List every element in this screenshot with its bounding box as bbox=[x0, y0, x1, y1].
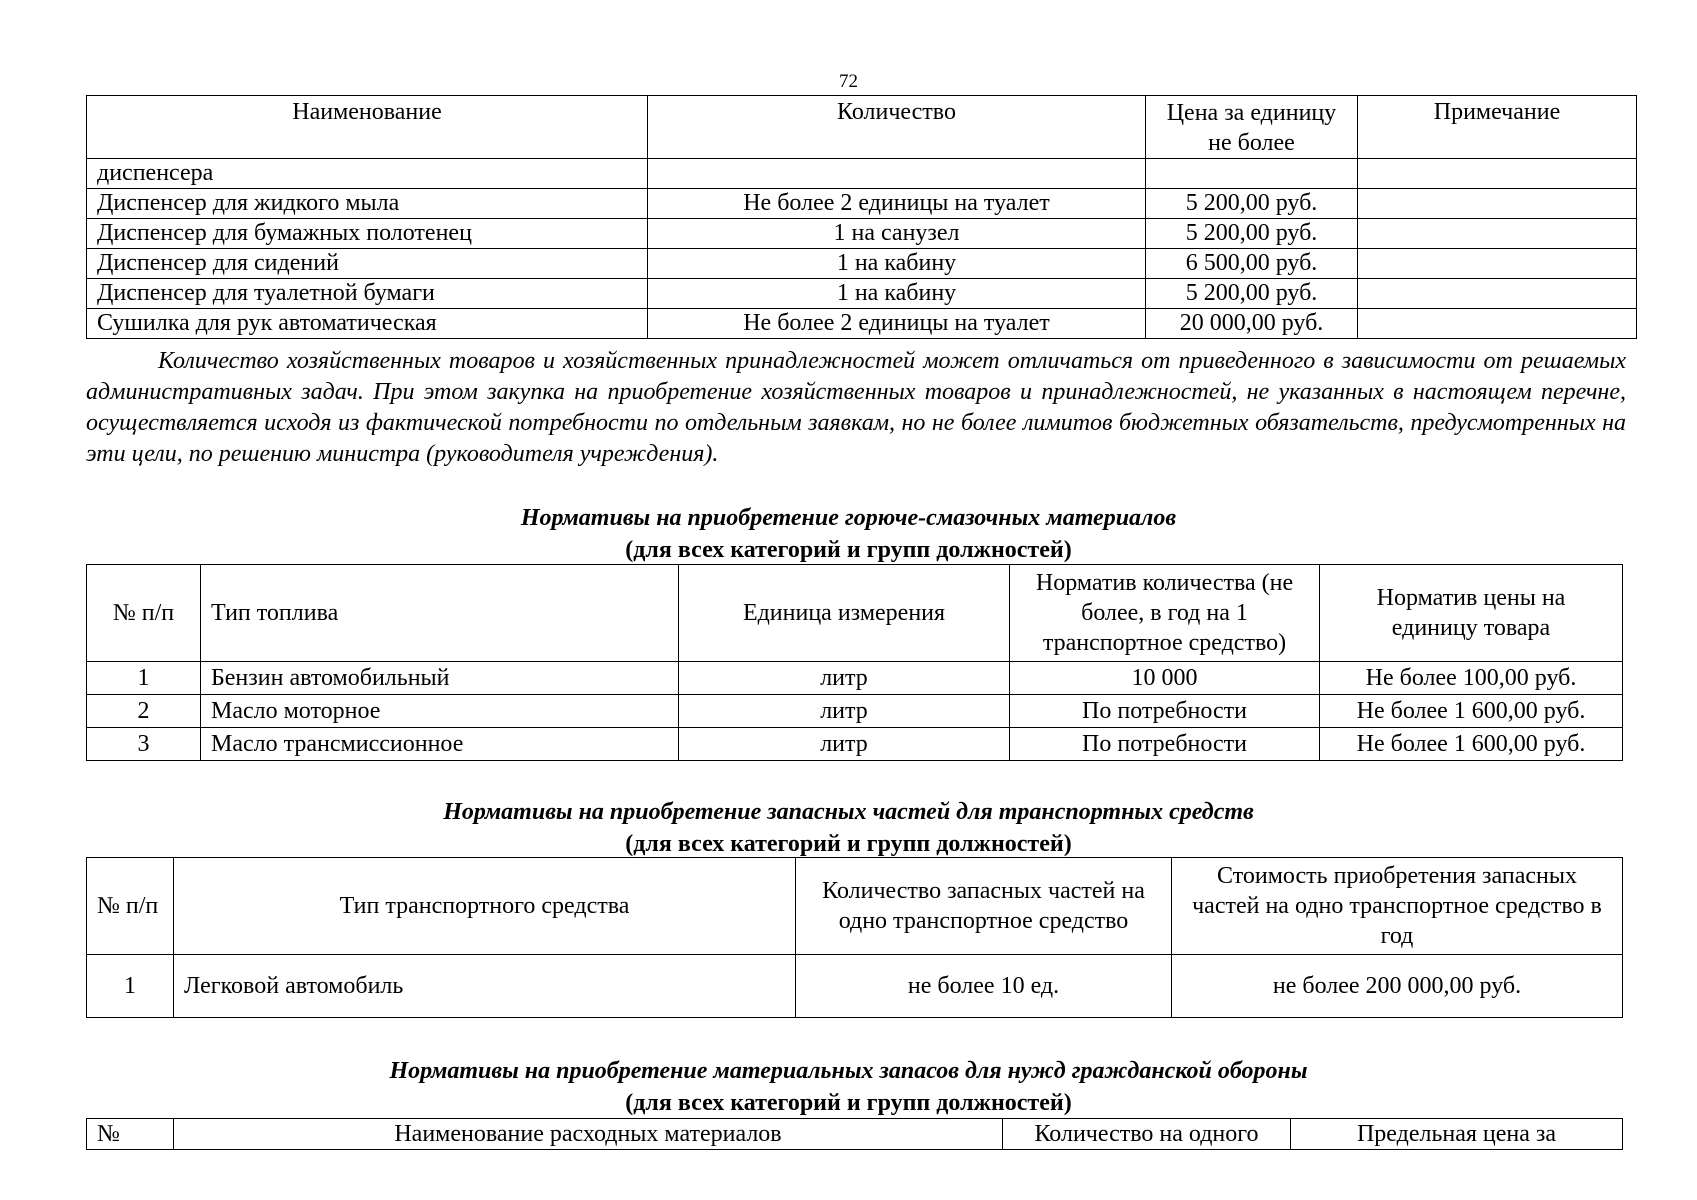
table-header-row bbox=[87, 1119, 1623, 1150]
header-cell: Норматив цены на единицу товара bbox=[1320, 565, 1623, 662]
table-header-row bbox=[87, 565, 1623, 662]
header-cell: Количество запасных частей на одно транспортное средство bbox=[796, 858, 1172, 955]
cell-quantity: Не более 2 единицы на туалет bbox=[648, 189, 1146, 219]
cell-name: диспенсера bbox=[87, 159, 648, 189]
cell-price: Не более 1 600,00 руб. bbox=[1320, 728, 1623, 761]
header-cell: № п/п bbox=[87, 858, 174, 955]
cell-quantity: 10 000 bbox=[1010, 662, 1320, 695]
cell-quantity: 1 на санузел bbox=[648, 219, 1146, 249]
header-cell: Тип топлива bbox=[201, 565, 679, 662]
cell-fuel-type: Масло моторное bbox=[201, 695, 679, 728]
cell-note bbox=[1358, 189, 1637, 219]
header-cell: Примечание bbox=[1358, 96, 1637, 159]
header-cell: Предельная цена за bbox=[1291, 1119, 1623, 1150]
cell-name: Диспенсер для сидений bbox=[87, 249, 648, 279]
header-cell: Наименование bbox=[87, 96, 648, 159]
header-cell: Тип транспортного средства bbox=[174, 858, 796, 955]
header-cell: Цена за единицу не более bbox=[1146, 96, 1358, 159]
cell-unit: литр bbox=[679, 662, 1010, 695]
cell-price: 5 200,00 руб. bbox=[1146, 189, 1358, 219]
cell-price: Не более 100,00 руб. bbox=[1320, 662, 1623, 695]
cell-quantity: Не более 2 единицы на туалет bbox=[648, 309, 1146, 339]
cell-parts-quantity: не более 10 ед. bbox=[796, 955, 1172, 1018]
header-cell: Стоимость приобретения запасных частей на одно транспортное средство в год bbox=[1172, 858, 1623, 955]
cell-price: 20 000,00 руб. bbox=[1146, 309, 1358, 339]
table-header-row bbox=[87, 858, 1623, 955]
table-row bbox=[87, 309, 1637, 339]
cell-parts-cost: не более 200 000,00 руб. bbox=[1172, 955, 1623, 1018]
section-subtitle-civil-defense: (для всех категорий и групп должностей) bbox=[625, 1090, 1072, 1116]
note-paragraph: Количество хозяйственных товаров и хозяйственных принадлежностей может отличаться от приведенного в зависимости от решаемых административных задач. При этом закупка на приобретение хозяйственных товаров и принадлежностей, не указанных в настоящем перечне, осуществляется исходя из фактической потребности по отдельным заявкам, но не более лимитов бюджетных обязательств, предусмотренных на эти цели, по решению министра (руководителя учреждения). bbox=[86, 348, 1626, 467]
header-cell: № bbox=[87, 1119, 174, 1150]
table-header-row bbox=[87, 96, 1637, 159]
cell-fuel-type: Бензин автомобильный bbox=[201, 662, 679, 695]
header-cell: № п/п bbox=[87, 565, 201, 662]
cell-price: 5 200,00 руб. bbox=[1146, 279, 1358, 309]
header-cell: Количество на одного bbox=[1003, 1119, 1291, 1150]
section-subtitle-fuel: (для всех категорий и групп должностей) bbox=[625, 537, 1072, 563]
cell-name: Диспенсер для туалетной бумаги bbox=[87, 279, 648, 309]
civil-defense-table bbox=[86, 1118, 1623, 1150]
cell-price: 6 500,00 руб. bbox=[1146, 249, 1358, 279]
cell-note bbox=[1358, 309, 1637, 339]
page-number: 72 bbox=[839, 71, 858, 92]
header-cell: Наименование расходных материалов bbox=[174, 1119, 1003, 1150]
table-row bbox=[87, 279, 1637, 309]
cell-unit: литр bbox=[679, 695, 1010, 728]
section-subtitle-parts: (для всех категорий и групп должностей) bbox=[625, 831, 1072, 857]
table-row bbox=[87, 159, 1637, 189]
cell-name: Диспенсер для жидкого мыла bbox=[87, 189, 648, 219]
table-row bbox=[87, 695, 1623, 728]
cell-quantity: 1 на кабину bbox=[648, 249, 1146, 279]
cell-quantity: По потребности bbox=[1010, 728, 1320, 761]
header-cell: Норматив количества (не более, в год на 1 транспортное средство) bbox=[1010, 565, 1320, 662]
section-title-parts: Нормативы на приобретение запасных частей для транспортных средств bbox=[443, 799, 1254, 825]
header-cell: Количество bbox=[648, 96, 1146, 159]
cell-note bbox=[1358, 279, 1637, 309]
cell-fuel-type: Масло трансмиссионное bbox=[201, 728, 679, 761]
cell-name: Сушилка для рук автоматическая bbox=[87, 309, 648, 339]
fuel-table bbox=[86, 564, 1623, 761]
cell-unit: литр bbox=[679, 728, 1010, 761]
cell-note bbox=[1358, 249, 1637, 279]
cell-quantity: 1 на кабину bbox=[648, 279, 1146, 309]
spare-parts-table bbox=[86, 857, 1623, 1018]
section-title-fuel: Нормативы на приобретение горюче-смазочных материалов bbox=[520, 505, 1177, 531]
table-row bbox=[87, 249, 1637, 279]
cell-index: 3 bbox=[87, 728, 201, 761]
cell-quantity bbox=[648, 159, 1146, 189]
cell-note bbox=[1358, 159, 1637, 189]
table-row bbox=[87, 189, 1637, 219]
table-row bbox=[87, 955, 1623, 1018]
cell-price: Не более 1 600,00 руб. bbox=[1320, 695, 1623, 728]
dispensers-table bbox=[86, 95, 1637, 339]
cell-index: 1 bbox=[87, 955, 174, 1018]
cell-price bbox=[1146, 159, 1358, 189]
header-cell: Единица измерения bbox=[679, 565, 1010, 662]
cell-index: 1 bbox=[87, 662, 201, 695]
section-title-civil-defense: Нормативы на приобретение материальных запасов для нужд гражданской обороны bbox=[389, 1058, 1308, 1084]
table-row bbox=[87, 728, 1623, 761]
cell-index: 2 bbox=[87, 695, 201, 728]
cell-vehicle-type: Легковой автомобиль bbox=[174, 955, 796, 1018]
table-row bbox=[87, 219, 1637, 249]
cell-name: Диспенсер для бумажных полотенец bbox=[87, 219, 648, 249]
cell-price: 5 200,00 руб. bbox=[1146, 219, 1358, 249]
table-row bbox=[87, 662, 1623, 695]
cell-quantity: По потребности bbox=[1010, 695, 1320, 728]
cell-note bbox=[1358, 219, 1637, 249]
